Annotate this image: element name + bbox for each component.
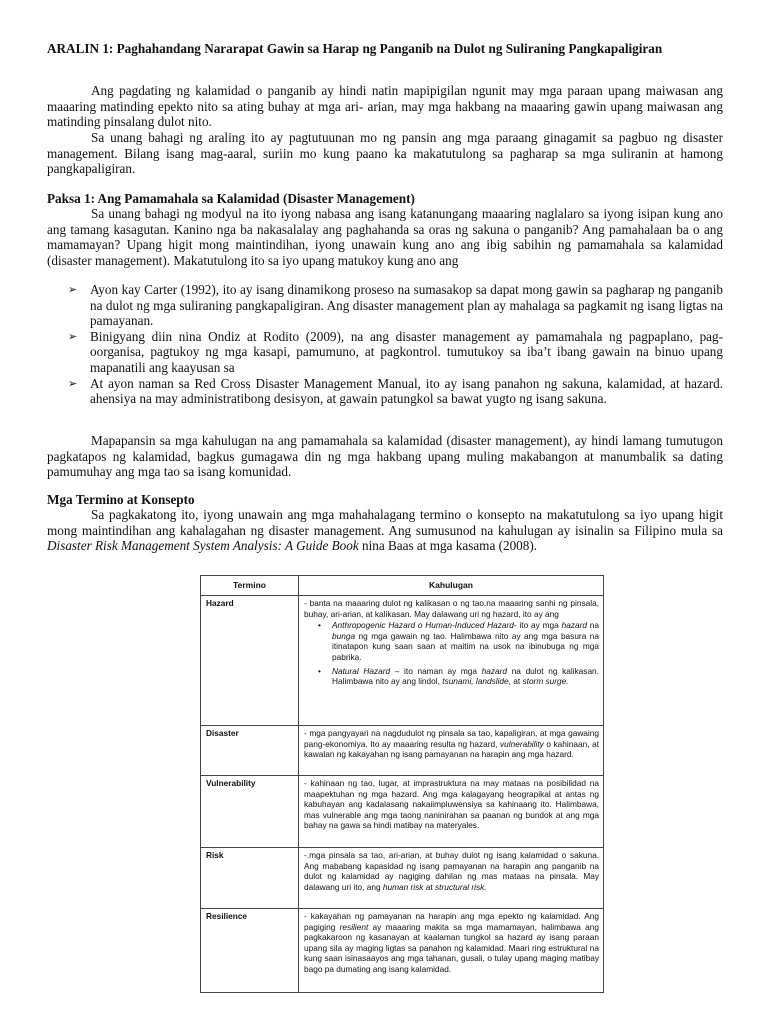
definition-text: -.mga pinsala sa tao, ari-arian, at buhay dulot ng isang kalamidad o sakuna. Ang mababang kapasidad ng isang pamayanan na harapin ang panganib na dulot ng kalamidad ay nagiging dahilan ng mas mataas na pinsala. May dalawang uri ito, ang [304,850,599,892]
definition-list [68,282,723,407]
arrow-bullet-icon: ➢ [68,283,78,296]
section1-closing: Mapapansin sa mga kahulugan na ang pamamahala sa kalamidad (disaster management), ay hindi lamang tumutugon pagkatapos ng kalamidad, bagkus gumagawa din ng mga hakbang upang muling makabangon at manumbalik sa dating pamumuhay ang mga tao sa isang komunidad. [47,433,723,480]
text: ito ay mga [516,620,562,631]
intro-paragraph-1: Ang pagdating ng kalamidad o panganib ay hindi natin mapipigilan ngunit may mga paraan upang maiwasan ang maaaring matinding epekto nito sa ating buhay at mga ari- arian, may mga hakbang na maaaring gawin upang maiwasan ang matinding pinsalang dulot nito. [47,83,723,130]
list-item [304,666,599,687]
definition-cell [299,726,604,776]
list-item-text: Ayon kay Carter (1992), ito ay isang dinamikong proseso na sumasakop sa dapat mong gawin sa pagharap ng panganib na dulot ng mga suliraning pangkapaligiran. Ang disaster management plan ay mahalaga sa pagkamit ng isang ligtas na pamayanan. [90,282,723,329]
em-text: Anthropogenic Hazard o Human-Induced Hazard- [332,620,517,631]
em-text: resilient [339,921,369,932]
table-row [201,909,604,993]
lesson-title: ARALIN 1: Paghahandang Nararapat Gawin sa Harap ng Panganib na Dulot ng Suliraning Pangkapaligiran [47,41,663,56]
term-cell: Disaster [201,726,299,776]
list-item [304,620,599,662]
terms-table [200,575,604,993]
paragraph-text: Sa pagkakatong ito, iyong unawain ang mga mahahalagang termino o konsepto na makatutulong sa iyo upang higit mong maintindihan ang kahalagahan ng disaster management. Ang sumusunod na kahulugan ay isinalin sa Filipino mula sa [47,507,723,538]
text: at [510,676,523,687]
definition-text: - mga pangyayari na nagdudulot ng pinsala sa tao, kapaligiran, at mga gawaing pang-ekonomiya. Ito ay maaaring resulta ng hazard, [304,728,599,749]
em-text: structural risk. [434,881,487,892]
table-row [201,726,604,776]
bullet-dot-icon: • [318,620,321,631]
list-item [68,376,723,407]
em-text: tsunami, landslide, [442,676,511,687]
text: – ito naman ay mga [390,665,482,676]
term-cell: Vulnerability [201,776,299,848]
definition-text: - kakayahan ng pamayanan na harapin ang mga epekto ng kalamidad. Ang pagiging [304,911,599,932]
em-text: hazard [561,620,587,631]
book-title: Disaster Risk Management System Analysis: A Guide Book [47,538,359,554]
table-header-row [201,576,604,596]
definition-text: at [423,881,435,892]
definition-text: - banta na maaaring dulot ng kalikasan o ng tao.na maaaring sanhi ng pinsala, buhay, ari-arian, at kalikasan. May dalawang uri ng hazard, ito ay ang [304,598,599,619]
list-item [68,329,723,376]
table-row [201,776,604,848]
list-item-text: At ayon naman sa Red Cross Disaster Management Manual, ito ay isang panahon ng sakuna, kalamidad, at hazard. ahensiya na may administratibong desisyon, at gawain patungkol sa bawat yugto ng isang sakuna. [90,375,723,407]
list-item-text: Binigyang diin nina Ondiz at Rodito (2009), na ang disaster management ay pamamahala ng pagpaplano, pag-oorganisa, pagtukoy ng mga kasapi, pamumuno, at pagkontrol. tumutukoy sa iba’t ibang gawain na binuo upang mapanatili ang kaayusan sa [90,328,723,375]
intro-paragraph-2: Sa unang bahagi ng araling ito ay pagtutuunan mo ng pansin ang mga paraang ginagamit sa pagbuo ng disaster management. Bilang isang mag-aaral, suriin mo kung paano ka makatutulong sa pagharap sa mga suliranin at hamong pangkapaligiran. [47,130,723,177]
column-header-termino: Termino [201,576,299,596]
em-text: vulnerability [499,738,544,749]
definition-cell [299,909,604,993]
section2-paragraph [47,507,723,554]
table-row [201,596,604,726]
column-header-kahulugan: Kahulugan [299,576,604,596]
paragraph-text: nina Baas at mga kasama (2008). [358,538,538,554]
definition-text: ay maaaring makita sa mga mamamayan, halimbawa ang pagkakaroon ng kasanayan at kaalaman tungkol sa hazard ay isang paraan upang sila ay maging ligtas sa panahon ng kalamidad. Maari ring estruktural na kung saan isinasaayos ang mga tahanan, gusali, o tulay upang maging matibay bago pa dumating ang isang kalamidad. [304,921,599,974]
definition-cell: - kahinaan ng tao, lugar, at imprastruktura na may mataas na posibilidad na maapektuhan ng mga hazard. Ang mga kalagayang heograpikal at antas ng kabuhayan ang kadalasang nakaiimpluwensiya sa kahinaang ito. Halimbawa, mas vulnerable ang mga taong naninirahan sa paanan ng bundok at ang mga bahay na gawa sa hindi matibay na materyales. [299,776,604,848]
em-text: bunga [332,630,356,641]
section1-paragraph: Sa unang bahagi ng modyul na ito iyong nabasa ang isang katanungang maaaring naglalaro sa iyong isipan kung ano ang tamang kasagutan. Kanino nga ba nakasalalay ang paghahanda sa oras ng sakuna o panganib? Ang pamahalaan ba o ang mamamayan? Upang higit mong maintindihan, iyong unawain kung ano ang ibig sabihin ng pamamahala sa kalamidad (disaster management). Makatutulong ito sa iyo upang matukoy kung ano ang [47,206,723,268]
text: na [586,620,599,631]
term-cell: Resilience [201,909,299,993]
text: na dulot ng kalikasan. Halimbawa nito ay ang lindol, [332,665,599,687]
text: ng mga gawain ng tao. Halimbawa nito ay ang mga basura na itinatapon kung saan saan at maitim na usok na ibinubuga ng mga pabrika. [332,630,599,662]
arrow-bullet-icon: ➢ [68,376,78,390]
arrow-bullet-icon: ➢ [68,329,78,343]
section2-heading: Mga Termino at Konsepto [47,492,195,507]
definition-text: o kahinaan, at kawalan ng kakayahan ng isang pamayanan na harapin ang mga hazard. [304,738,600,760]
section1-heading: Paksa 1: Ang Pamamahala sa Kalamidad (Disaster Management) [47,191,415,206]
em-text: human risk [382,881,424,892]
table-row [201,848,604,909]
list-item [68,282,723,329]
em-text: storm surge. [522,676,569,687]
definition-cell [299,596,604,726]
definition-cell [299,848,604,909]
em-text: hazard [481,665,508,676]
term-cell: Hazard [201,596,299,726]
bullet-dot-icon: • [318,665,321,676]
hazard-types-list [304,620,599,687]
term-cell: Risk [201,848,299,909]
em-text: Natural Hazard [332,665,391,676]
